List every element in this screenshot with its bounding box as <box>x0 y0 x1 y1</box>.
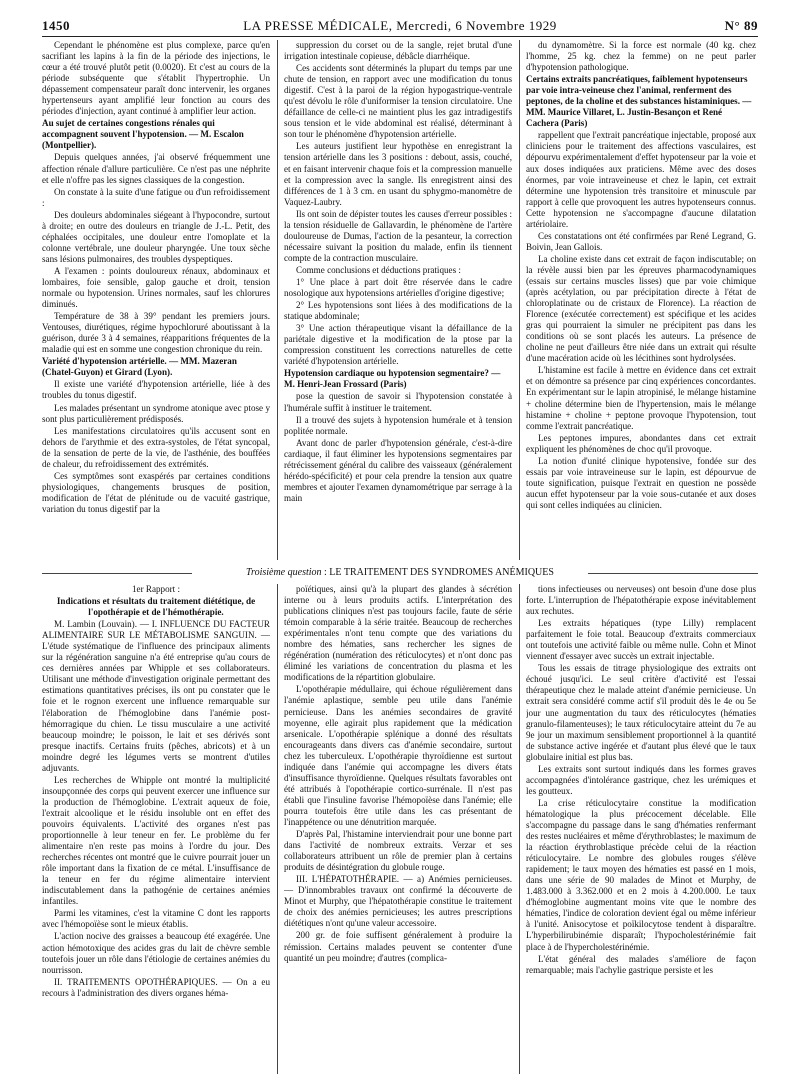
paragraph: Il a trouvé des sujets à hypotension humérale et à tension poplitée normale. <box>284 414 512 436</box>
paragraph: Ces symptômes sont exaspérés par certaines conditions physiologiques, changements brusques de position, modification de l'état de plénitude ou de vacuité gastrique, variation du tonus digestif par la <box>42 470 270 514</box>
column-divider <box>519 40 520 560</box>
bottom-column-1 <box>42 584 270 1078</box>
paragraph: 2° Les hypotensions sont liées à des modifications de la statique abdominale; <box>284 300 512 322</box>
paragraph: Ces accidents sont déterminés la plupart du temps par une chute de tension, en rapport avec une modification du tonus digestif. C'est à la paroi de la région hypogastrique-ventrale qu'est dévolu le rôle d'uniformiser la tension circulatoire. Une défaillance de celle-ci ne maintient plus les gaz intradigestifs sous tension et le vide abdominal est réalisé, déterminant à son tour le phénomène d'hypotension artérielle. <box>284 63 512 140</box>
paragraph: L'action nocive des graisses a beaucoup été exagérée. Une action hémotoxique des acides gras du lait de chèvre semble toutefois jouer un rôle dans l'étiologie de certaines anémies du nourrisson. <box>42 931 270 975</box>
paragraph: 3° Une action thérapeutique visant la défaillance de la pariétale digestive et la modification de la ptose par la compression constituent les corrections naturelles de cette variété d'hypotension artérielle. <box>284 323 512 367</box>
paragraph: rappellent que l'extrait pancréatique injectable, proposé aux cliniciens pour le traitement des affections vasculaires, est dépourvu expérimentalement d'effet hypotenseur par la voie et aux doses indiquées aux praticiens. Même avec des doses énormes, par voie intraveineuse et chez le lapin, cet extrait détermine une hypotension très transitoire et minuscule par rapport à celle que provoquent les autres hypotenseurs connus. Cette hypotension ne s'accompagne d'aucune dilatation artériolaire. <box>526 130 756 229</box>
column-divider <box>277 40 278 560</box>
issue-number: N° 89 <box>724 18 758 33</box>
section-rule-left <box>42 573 192 574</box>
journal-title: LA PRESSE MÉDICALE, Mercredi, 6 Novembre 1929 <box>243 18 557 33</box>
top-column-3 <box>526 40 756 562</box>
paragraph: Ces constatations ont été confirmées par René Legrand, G. Boivin, Jean Gallois. <box>526 230 756 252</box>
section-rule-right <box>588 573 758 574</box>
paragraph: Il existe une variété d'hypotension artérielle, liée à des troubles du tonus digestif. <box>42 379 270 401</box>
bottom-column-3 <box>526 584 756 1078</box>
paragraph: 1° Une place à part doit être réservée dans le cadre nosologique aux hypotensions artérielles d'origine digestive; <box>284 276 512 299</box>
article-heading: Au sujet de certaines congestions rénales qui accompagnent souvent l'hypotension. — M. Escalon (Montpellier). <box>42 118 244 151</box>
paragraph: Les recherches de Whipple ont montré la multiplicité insoupçonnée des corps qui peuvent exercer une influence sur la production de l'hémoglobine. L'extrait aqueux de foie, l'extrait alcoolique et le résidu insoluble ont en effet des pouvoirs équivalents. L'activité des organes n'est pas proportionnelle à leur teneur en fer. Le problème du fer alimentaire n'en reste pas moins à l'ordre du jour. Des recherches récentes ont montré que le cuivre pourrait jouer un rôle important dans la fixation de ce métal. L'insuffisance de la teneur en fer du régime alimentaire intervient indiscutablement dans la pathogénie de certaines anémies infantiles. <box>42 774 270 907</box>
paragraph: Les extraits hépatiques (type Lilly) remplacent parfaitement le foie total. Beaucoup d'extraits commerciaux ont toutefois une activité faible ou même nulle. Cohn et Minot viennent d'essayer avec succès un extrait injectable. <box>526 618 756 662</box>
paragraph: Depuis quelques années, j'ai observé fréquemment une affection rénale d'allure particulière. Ce n'est pas une néphrite et elle n'offre pas les signes classiques de la congestion. <box>42 152 270 185</box>
section-heading <box>42 567 758 580</box>
top-column-1 <box>42 40 270 562</box>
paragraph: La notion d'unité clinique hypotensive, fondée sur des essais par voie intraveineuse sur le lapin, est dépourvue de toute signification, puisque l'extrait en question ne possède aucun effet hypotenseur par la voie sous-cutanée et aux doses qui sont celles indiquées au clinicien. <box>526 455 756 510</box>
paragraph: La crise réticulocytaire constitue la modification hématologique la plus précocement décelable. Elle s'accompagne du passage dans le sang d'hématies renfermant des restes nucléaires et même d'érythroblastes; le maximum de la réaction érythroblastique précède celui de la réaction réticulocytaire. Le nombre des globules rouges s'élève rapidement; le taux moyen des hématies est passé en 1 mois, dans une série de 90 malades de Minot et Murphy, de 1.483.000 à 3.362.000 et en 2 mois à 4.200.000. Le taux d'hémoglobine augmentant moins vite que le nombre des hématies, l'indice de coloration devient égal ou même inférieur à l'unité. Anisocytose et poïkilocytose tendent à disparaître. L'hyperbilirubinémie disparaît; l'hypocholestérinémie fait place à de l'hypercholestérinémie. <box>526 797 756 952</box>
paragraph: pose la question de savoir si l'hypotension constatée à l'humérale suffit à instituer le traitement. <box>284 391 512 413</box>
bottom-column-2 <box>284 584 512 1078</box>
paragraph: Des douleurs abdominales siégeant à l'hypocondre, surtout à droite; en outre des douleurs en triangle de J.-L. Petit, des céphalées occipitales, une douleur entre l'omoplate et la colonne vertébrale, une douleur pharyngée. Une toux sèche sans lésions pulmonaires, des troubles dyspeptiques. <box>42 209 270 264</box>
paragraph: II. TRAITEMENTS OPOTHÉRAPIQUES. — On a eu recours à l'administration des divers organes héma- <box>42 976 270 998</box>
article-heading: Hypotension cardiaque ou hypotension segmentaire? — M. Henri-Jean Frossard (Paris) <box>284 368 501 390</box>
paragraph: La choline existe dans cet extrait de façon indiscutable; on la révèle aussi bien par les épreuves pharmacodynamiques (essais sur certains muscles lisses) que par voie chimique (après acétylation, ou par précipitation directe à l'état de chloroplatinate ou de cristaux de Florence). La réaction de Florence (exécutée correctement) est spécifique et les acides gras qui pourraient la simuler ne précipitent pas dans les conditions où se sont placés les auteurs. La présence de choline ne peut d'ailleurs être niée dans un extrait qui résulte d'une macération acide où les lécithines sont hydrolysées. <box>526 253 756 364</box>
running-header <box>42 18 758 34</box>
paragraph: Les extraits sont surtout indiqués dans les formes graves accompagnées d'intolérance gastrique, chez les urémiques et les goutteux. <box>526 763 756 796</box>
paragraph: 1er Rapport : <box>132 584 180 594</box>
column-divider <box>519 584 520 1074</box>
paragraph: du dynamomètre. Si la force est normale (40 kg. chez l'homme, 25 kg. chez la femme) on ne peut parler d'hypotension pathologique. <box>526 40 756 73</box>
section-label: Troisième question <box>246 567 322 578</box>
paragraph: L'opothérapie médullaire, qui échoue régulièrement dans l'anémie aplastique, semble peu utile dans l'anémie pernicieuse. Dans les anémies secondaires de gravité moyenne, elle agirait plus rapidement que la médication arsenicale. L'opothérapie splénique a donné des résultats encourageants dans divers cas d'anémie secondaire, surtout chez les tuberculeux. L'opothérapie thyroïdienne est surtout indiquée dans l'anémie qui accompagne les divers états d'insuffisance thyroïdienne. Quelques résultats favorables ont été attribués à l'opothérapie cortico-surrénale. Il n'est pas établi que l'insuline favorise l'hémopoïèse dans l'anémie; elle pourra toutefois être utile dans les cas présentant de l'inappétence ou une dénutrition marquée. <box>284 684 512 827</box>
paragraph: Ils ont soin de dépister toutes les causes d'erreur possibles : la tension résiduelle de Gallavardin, le phénomène de l'artère douloureuse de Dumas, l'action de la pesanteur, la correction nécessaire suivant la position du malade, enfin ils tiennent compte de la contraction musculaire. <box>284 208 512 263</box>
column-divider <box>277 584 278 1074</box>
paragraph: III. L'HÉPATOTHÉRAPIE. — a) Anémies pernicieuses. — D'innombrables travaux ont confirmé la découverte de Minot et Murphy, que l'hépatothérapie constitue le traitement de choix des anémies pernicieuses; les autres prescriptions diététiques n'ont qu'une valeur accessoire. <box>284 874 512 929</box>
paragraph: suppression du corset ou de la sangle, rejet brutal d'une irrigation intestinale copieuse, débâcle diarrhéique. <box>284 40 512 62</box>
paragraph: M. Lambin (Louvain). — I. INFLUENCE DU FACTEUR ALIMENTAIRE SUR LE MÉTABOLISME SANGUIN. — L'étude systématique de l'influence des principaux aliments sur la régénération sanguine n'a été entreprise qu'au cours de ces dernières années par Whipple et ses collaborateurs. Utilisant une méthode d'investigation originale permettant des estimations quantitatives précises, ils ont pu constater que le foie et le rognon exercent une influence remarquable sur l'élaboration de l'hémoglobine dans l'anémie post-hémorragique du chien. Le tissu musculaire a une activité beaucoup moindre; le poisson, le lait et ses dérivés sont presque inactifs. Certains fruits (pêches, abricots) et à un moindre degré les légumes verts se montrent d'utiles adjuvants. <box>42 619 270 773</box>
paragraph: Les manifestations circulatoires qu'ils accusent sont en dehors de l'arythmie et des extra-systoles, de l'état syncopal, de la sensation de perte de la vie, de l'asthénie, des bouffées de chaleur, du refroidissement des extrémités. <box>42 425 270 469</box>
paragraph: Les peptones impures, abondantes dans cet extrait expliquent les phénomènes de choc qu'il provoque. <box>526 432 756 454</box>
paragraph: Tous les essais de titrage physiologique des extraits ont échoué jusqu'ici. Le seul critère d'activité est l'essai thérapeutique chez le malade atteint d'anémie pernicieuse. Un extrait sera considéré comme actif s'il produit dès le 4e ou 5e jour une augmentation du taux des réticulocytes (hématies granulo-filamenteuses); le taux réticulocytaire atteint du 7e au 9e jour un maximum sensiblement proportionnel à la quantité de substance active ingérée et d'autant plus élevé que le taux globulaire initial est plus bas. <box>526 663 756 762</box>
paragraph: poïétiques, ainsi qu'à la plupart des glandes à sécrétion interne ou à leurs produits actifs. L'interprétation des publications cliniques n'est pas toujours facile, faute de série témoin comparable à la série traitée. Beaucoup de recherches expérimentales n'ont tenu compte que des variations du nombre des hématies, sans rechercher les signes de régénération (numération des réticulocytes) et n'ont donc pas éliminé les variations de concentration du plasma et les modifications de la répartition globulaire. <box>284 584 512 683</box>
article-heading: Variété d'hypotension artérielle. — MM. Mazeran (Chatel-Guyon) et Girard (Lyon). <box>42 356 237 378</box>
paragraph: D'après Pal, l'histamine interviendrait pour une bonne part dans l'activité de nombreux extraits. Verzar et ses collaborateurs attribuent un rôle de premier plan à certains produits de désintégration du globule rouge. <box>284 829 512 873</box>
paragraph: 200 gr. de foie suffisent généralement à produire la rémission. Certains malades peuvent se contenter d'une quantité un peu moindre; d'autres (complica- <box>284 930 512 963</box>
paragraph: L'état général des malades s'améliore de façon remarquable; mais l'achylie gastrique persiste et les <box>526 953 756 975</box>
paragraph: On constate à la suite d'une fatigue ou d'un refroidissement : <box>42 186 270 208</box>
paragraph: Avant donc de parler d'hypotension générale, c'est-à-dire cardiaque, il faut éliminer les hypotensions segmentaires par rétrécissement général du calibre des vaisseaux (généralement hérédo-spécificité) et pour cela prendre la tension aux quatre membres et ajouter l'examen dynamométrique par serrage à la main <box>284 437 512 503</box>
paragraph: Cependant le phénomène est plus complexe, parce qu'en sacrifiant les lapins à la fin de la période des injections, le cœur a été trouvé plutôt petit (0.0020). Et c'est au cours de la période subséquente que s'établit l'hypertrophie. Un dépassement compensateur paraît donc intervenir, les organes hypertenseurs ayant amplifié leur fonction au cours des périodes d'injection, ayant continué à amplifier leur action. <box>42 40 270 117</box>
paragraph: L'histamine est facile à mettre en évidence dans cet extrait et on démontre sa présence par cinq expériences concordantes. En expérimentant sur le lapin atropinisé, le mélange histamine + choline détermine bien de l'hypertension, mais le mélange histamine + choline + peptone provoque l'hypotension, tout comme l'extrait pancréatique. <box>526 365 756 431</box>
header-rule <box>42 36 758 37</box>
paragraph: tions infectieuses ou nerveuses) ont besoin d'une dose plus forte. L'interruption de l'hépatothérapie expose inévitablement aux rechutes. <box>526 584 756 617</box>
article-heading: Certains extraits pancréatiques, faiblement hypotenseurs par voie intra-veineuse chez l'animal, renferment des peptones, de la choline et des substances histaminiques. — MM. Maurice Villaret, L. Justin-Besançon et René Cachera (Paris) <box>526 74 752 129</box>
page-number: 1450 <box>42 18 70 33</box>
paragraph: Température de 38 à 39° pendant les premiers jours. Ventouses, diurétiques, régime hypochloruré aboutissant à la guérison, durée 3 à 4 semaines, réapparitions fréquentes de la maladie qui est en somme une congestion chronique du rein. <box>42 311 270 355</box>
article-heading: Indications et résultats du traitement diététique, de l'opothérapie et de l'hémothérapie. <box>56 596 256 618</box>
paragraph: Comme conclusions et déductions pratiques : <box>296 264 461 275</box>
paragraph: Les auteurs justifient leur hypothèse en enregistrant la tension artérielle dans les 3 positions : debout, assis, couché, et en faisant intervenir chaque fois et la compression manuelle et la compression avec la sangle. Ils enregistrent ainsi des différences de 1 à 3 cm. en usant du sphygmo-manomètre de Vaquez-Laubry. <box>284 141 512 207</box>
top-column-2 <box>284 40 512 562</box>
paragraph: Les malades présentant un syndrome atonique avec ptose y sont plus particulièrement prédisposés. <box>42 402 270 424</box>
paragraph: A l'examen : points douloureux rénaux, abdominaux et lombaires, foie sensible, galop gauche et droit, tension normale ou hypotension. Urines normales, sauf les chlorures diminués. <box>42 265 270 310</box>
paragraph: Parmi les vitamines, c'est la vitamine C dont les rapports avec l'hémopoïèse sont le mieux établis. <box>42 908 270 930</box>
section-title: : LE TRAITEMENT DES SYNDROMES ANÉMIQUES <box>324 567 554 578</box>
